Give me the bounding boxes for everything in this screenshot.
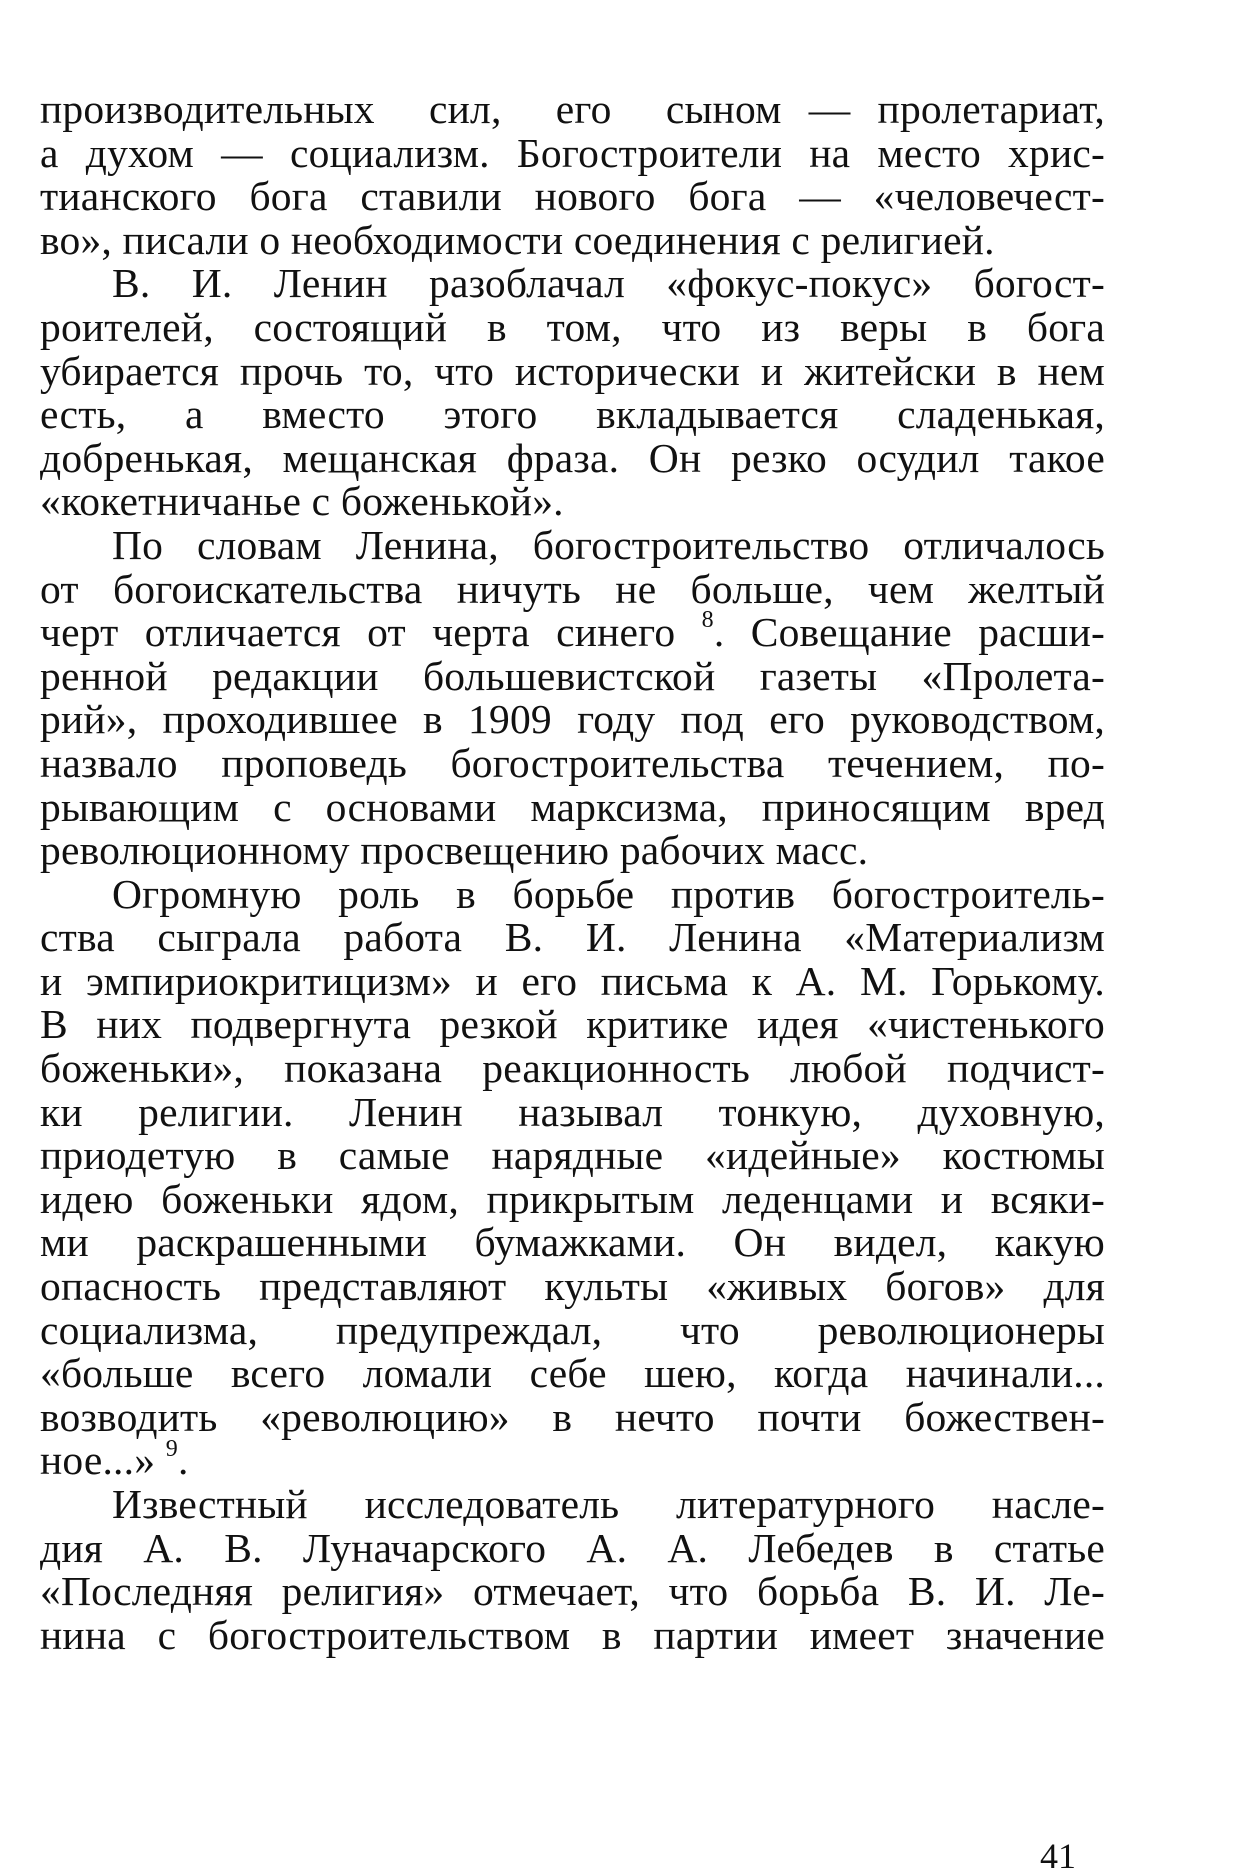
text-line: ренной редакции большевистской газеты «Пролета- (40, 652, 1105, 699)
text-line: рий», проходившее в 1909 году под его руководством, (40, 696, 1105, 743)
text-line: назвало проповедь богостроительства течением, по- (40, 739, 1105, 786)
text-line: приодетую в самые нарядные «идейные» костюмы (40, 1132, 1105, 1179)
paragraph (40, 262, 1105, 524)
paragraph (40, 870, 1105, 1484)
text-line: опасность представляют культы «живых богов» для (40, 1263, 1105, 1310)
text-line: производительных сил, его сыном — пролетариат, (40, 86, 1105, 132)
text-line: возводить «революцию» в нечто почти божествен- (40, 1393, 1105, 1440)
text-line: добренькая, мещанская фраза. Он резко осудил такое (40, 434, 1105, 481)
text-line: В. И. Ленин разоблачал «фокус-покус» богост- (112, 260, 1105, 307)
paragraph (40, 521, 1106, 874)
text-line: В них подвергнута резкой критике идея «чистенького (40, 1001, 1105, 1048)
text-line: По словам Ленина, богостроительство отличалось (112, 521, 1105, 568)
text-line-with-footnote (40, 1435, 1105, 1484)
text-line: ми раскрашенными бумажками. Он видел, какую (40, 1219, 1105, 1266)
text-line: социализма, предупреждал, что революционеры (40, 1306, 1105, 1353)
text-line: боженьки», показана реакционность любой подчист- (40, 1045, 1105, 1092)
text-segment: ное...» (40, 1437, 156, 1484)
text-line: убирается прочь то, что исторически и житейски в нем (40, 347, 1105, 394)
text-line-with-footnote (40, 607, 1106, 656)
text-line: идею боженьки ядом, прикрытым леденцами и всяки- (40, 1175, 1105, 1222)
text-line: «Последняя религия» отмечает, что борьба В. И. Ле- (40, 1568, 1105, 1615)
text-line: а духом — социализм. Богостроители на место хрис- (40, 129, 1105, 176)
text-segment: . (177, 1437, 189, 1484)
text-line: рывающим с основами марксизма, приносящим вред (40, 783, 1105, 830)
text-line: ки религии. Ленин называл тонкую, духовную, (40, 1088, 1105, 1135)
text-line: роителей, состоящий в том, что из веры в бога (40, 303, 1105, 350)
text-line: «больше всего ломали себе шею, когда начинали... (40, 1350, 1105, 1397)
paragraph (40, 88, 1105, 262)
text-line: и эмпириокритицизм» и его письма к А. М. Горькому. (40, 957, 1105, 1004)
text-line: революционному просвещению рабочих масс. (40, 827, 869, 874)
text-segment: черт отличается от черта синего (40, 609, 676, 656)
text-line: ства сыграла работа В. И. Ленина «Материализм (40, 914, 1105, 961)
text-segment: . Совещание расши- (713, 609, 1106, 656)
page-body (40, 88, 1105, 1657)
text-line: от богоискательства ничуть не больше, чем желтый (40, 565, 1105, 612)
text-line: тианского бога ставили нового бога — «человечест- (40, 173, 1105, 220)
footnote-mark: 9 (165, 1435, 178, 1462)
text-line: есть, а вместо этого вкладывается сладенькая, (40, 391, 1105, 438)
page-number: 41 (1040, 1836, 1076, 1876)
text-line: дия А. В. Луначарского А. А. Лебедев в статье (40, 1524, 1105, 1571)
text-line: во», писали о необходимости соединения с религией. (40, 216, 995, 263)
paragraph (40, 1483, 1105, 1657)
text-line: Огромную роль в борьбе против богостроитель- (112, 870, 1105, 917)
footnote-mark: 8 (701, 607, 714, 634)
text-line: «кокетничанье с боженькой». (40, 478, 564, 525)
text-line: нина с богостроительством в партии имеет значение (40, 1611, 1105, 1658)
text-line: Известный исследователь литературного насле- (112, 1481, 1105, 1527)
